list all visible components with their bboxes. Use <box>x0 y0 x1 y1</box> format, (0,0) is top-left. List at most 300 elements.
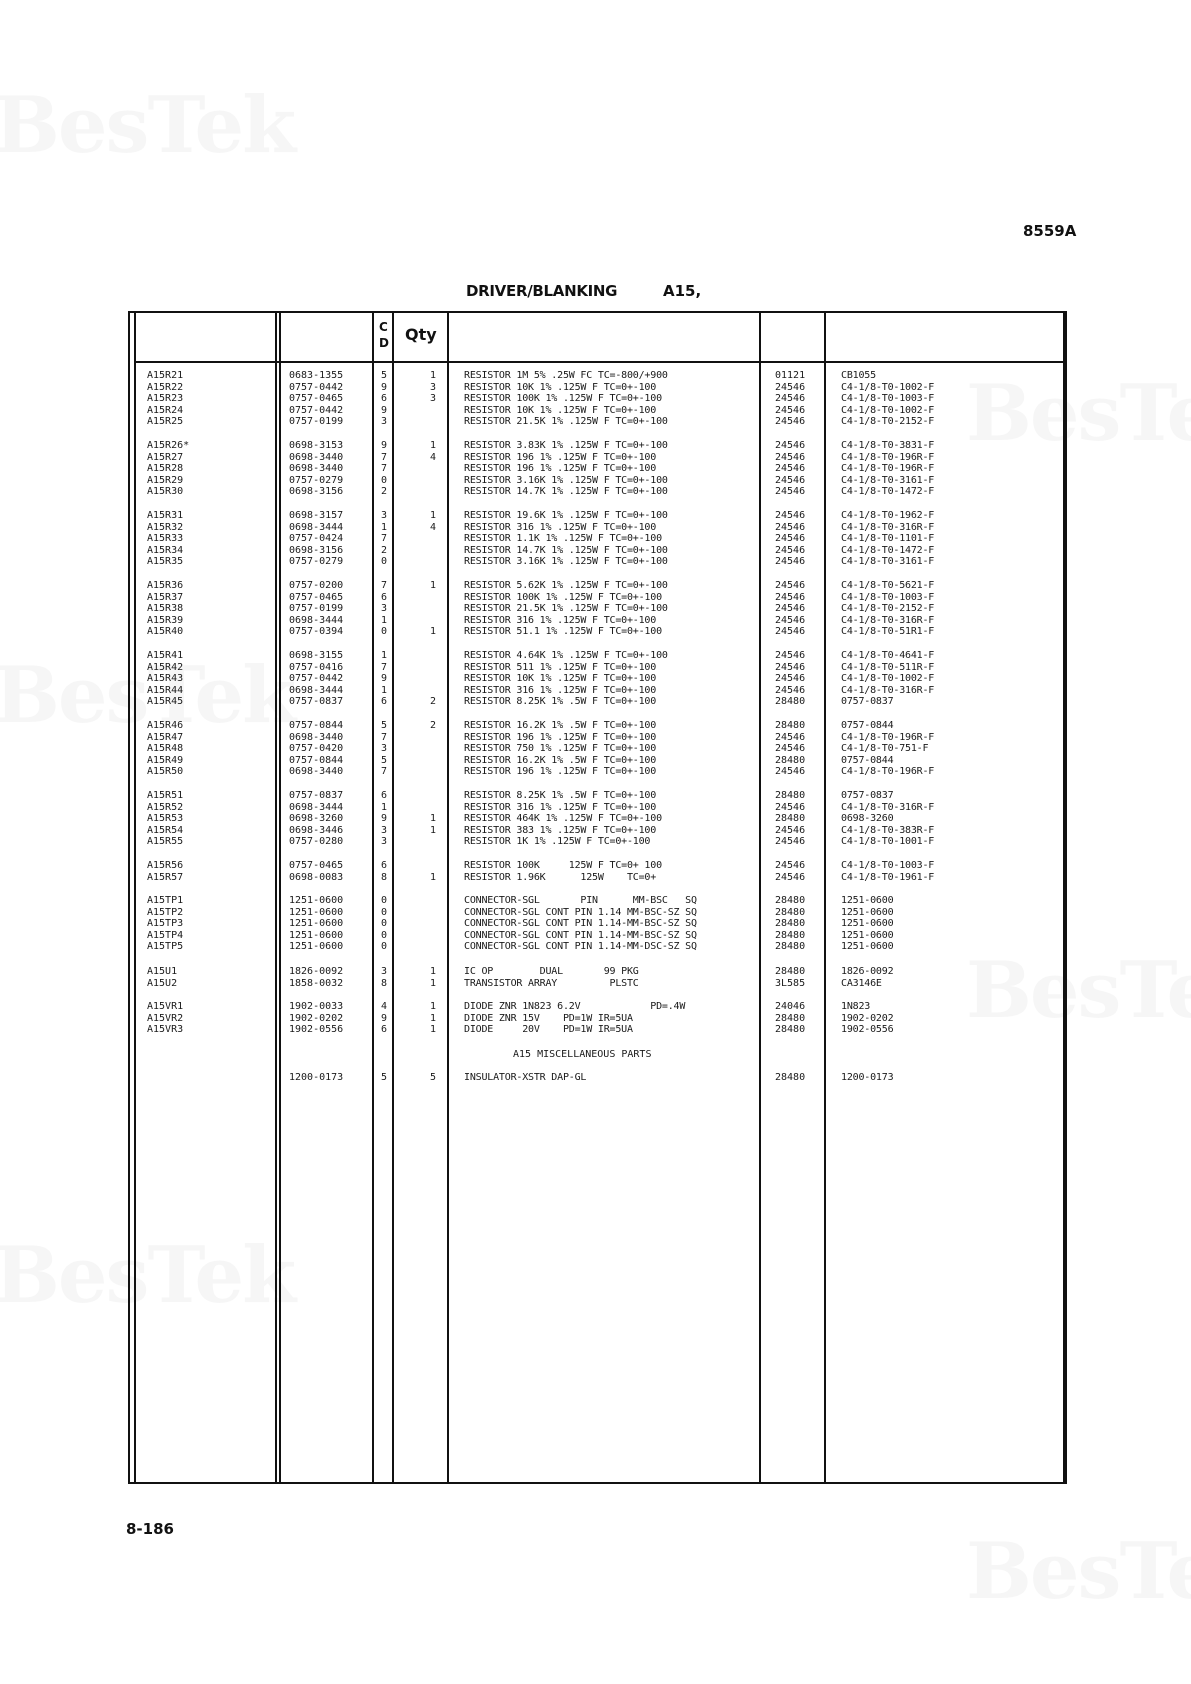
mfr-part-number-cell: 1251-0600 <box>841 918 894 930</box>
ref-cell: A15VR1 <box>147 1001 184 1012</box>
mfr-code-cell: 24546 <box>775 650 806 661</box>
ref-cell: A15VR2 <box>147 1012 184 1024</box>
description-cell: RESISTOR 16.2K 1% .5W F TC=0+-100 <box>464 754 657 766</box>
part-number-cell: 0698-3157 <box>289 510 344 521</box>
check-digit-cell: 3 <box>381 510 388 521</box>
check-digit-cell: 6 <box>381 1024 388 1036</box>
mfr-code-cell: 28480 <box>775 720 806 731</box>
part-number-cell: 0757-0280 <box>289 836 344 848</box>
description-cell: RESISTOR 21.5K 1% .125W F TC=0+-100 <box>464 603 668 615</box>
mfr-part-number-cell: C4-1/8-T0-383R-F <box>841 824 935 836</box>
check-digit-cell: 9 <box>381 673 388 685</box>
description-cell: RESISTOR 196 1% .125W F TC=0+-100 <box>464 766 657 778</box>
qty-header: Qty <box>405 325 437 344</box>
check-digit-cell: 9 <box>381 404 388 416</box>
mfr-part-number-cell: C4-1/8-T0-1002-F <box>841 381 935 393</box>
check-digit-cell: 9 <box>381 381 388 393</box>
mfr-code-cell: 28480 <box>775 966 806 977</box>
check-digit-cell: 0 <box>381 626 388 638</box>
mfr-part-number-cell: C4-1/8-T0-3161-F <box>841 556 935 568</box>
page-title: DRIVER/BLANKING <box>466 282 618 300</box>
part-number-cell: 0698-3440 <box>289 731 344 743</box>
description-cell: IC OP DUAL 99 PKG <box>464 966 639 977</box>
table-row <box>0 452 1191 464</box>
ref-cell: A15R44 <box>147 684 184 696</box>
ref-cell: A15R33 <box>147 533 184 545</box>
description-cell: RESISTOR 1M 5% .25W FC TC=-800/+900 <box>464 370 668 381</box>
qty-cell: 3 <box>430 393 437 405</box>
part-number-cell: 1251-0600 <box>289 918 344 930</box>
table-row <box>0 1001 1191 1013</box>
mfr-code-cell: 3L585 <box>775 977 806 989</box>
table-row <box>0 673 1191 685</box>
mfr-code-cell: 24546 <box>775 591 806 603</box>
mfr-part-number-cell: C4-1/8-T0-196R-F <box>841 766 935 778</box>
qty-cell: 1 <box>430 370 437 381</box>
part-number-cell: 0757-0465 <box>289 393 344 405</box>
check-digit-cell: 3 <box>381 824 388 836</box>
check-digit-cell: 7 <box>381 766 388 778</box>
table-row <box>0 836 1191 848</box>
mfr-part-number-cell: C4-1/8-T0-316R-F <box>841 801 935 813</box>
mfr-part-number-cell: 1N823 <box>841 1001 871 1012</box>
mfr-part-number-cell: 1200-0173 <box>841 1072 894 1083</box>
watermark <box>0 80 294 171</box>
part-number-cell: 0757-0837 <box>289 696 344 708</box>
check-digit-cell: 9 <box>381 1012 388 1024</box>
part-number-cell: 0757-0420 <box>289 743 344 755</box>
ref-cell: A15R48 <box>147 743 184 755</box>
ref-cell: A15TP1 <box>147 895 184 906</box>
check-digit-cell: 0 <box>381 474 388 486</box>
qty-cell: 1 <box>430 977 437 989</box>
mfr-code-cell: 24546 <box>775 486 806 498</box>
part-number-cell: 1251-0600 <box>289 941 344 953</box>
mfr-code-cell: 28480 <box>775 813 806 825</box>
check-digit-cell: 6 <box>381 790 388 801</box>
mfr-part-number-cell: C4-1/8-T0-1002-F <box>841 673 935 685</box>
mfr-part-number-cell: C4-1/8-T0-1961-F <box>841 871 935 883</box>
part-number-cell: 0757-0279 <box>289 556 344 568</box>
ref-cell: A15R22 <box>147 381 184 393</box>
mfr-part-number-cell: 1902-0202 <box>841 1012 894 1024</box>
check-digit-cell: 3 <box>381 836 388 848</box>
table-row <box>0 603 1191 615</box>
check-digit-cell: 7 <box>381 463 388 475</box>
table-row <box>0 416 1191 428</box>
description-cell: RESISTOR 14.7K 1% .125W F TC=0+-100 <box>464 544 668 556</box>
description-cell: CONNECTOR-SGL CONT PIN 1.14-MM-BSC-SZ SQ <box>464 918 697 930</box>
qty-cell: 1 <box>430 510 437 521</box>
part-number-cell: 0757-0199 <box>289 416 344 428</box>
check-digit-cell: 8 <box>381 977 388 989</box>
description-cell: INSULATOR-XSTR DAP-GL <box>464 1072 587 1083</box>
description-cell: TRANSISTOR ARRAY PLSTC <box>464 977 639 989</box>
table-row <box>0 918 1191 930</box>
ref-cell: A15R56 <box>147 860 184 871</box>
mfr-code-cell: 28480 <box>775 895 806 906</box>
mfr-code-cell: 24546 <box>775 743 806 755</box>
ref-cell: A15R38 <box>147 603 184 615</box>
description-cell: RESISTOR 196 1% .125W F TC=0+-100 <box>464 731 657 743</box>
check-digit-cell: 1 <box>381 801 388 813</box>
table-row <box>0 978 1191 990</box>
mfr-code-cell: 28480 <box>775 1024 806 1036</box>
mfr-part-number-cell: CA3146E <box>841 977 882 989</box>
part-number-cell: 0757-0442 <box>289 404 344 416</box>
ref-cell: A15TP2 <box>147 906 184 918</box>
check-digit-cell: 3 <box>381 966 388 977</box>
ref-cell: A15R35 <box>147 556 184 568</box>
ref-cell: A15R53 <box>147 813 184 825</box>
table-row <box>0 930 1191 942</box>
part-number-cell: 0698-3156 <box>289 486 344 498</box>
mfr-part-number-cell: C4-1/8-T0-1003-F <box>841 591 935 603</box>
mfr-part-number-cell: C4-1/8-T0-1003-F <box>841 393 935 405</box>
part-number-cell: 0757-0465 <box>289 860 344 871</box>
table-row <box>0 743 1191 755</box>
mfr-code-cell: 24546 <box>775 626 806 638</box>
check-digit-cell: 1 <box>381 684 388 696</box>
part-number-cell: 0757-0200 <box>289 580 344 591</box>
description-cell: RESISTOR 14.7K 1% .125W F TC=0+-100 <box>464 486 668 498</box>
watermark <box>966 1526 1191 1617</box>
ref-cell: A15R24 <box>147 404 184 416</box>
ref-cell: A15R42 <box>147 661 184 673</box>
ref-cell: A15R41 <box>147 650 184 661</box>
qty-cell: 2 <box>430 696 437 708</box>
ref-cell: A15R45 <box>147 696 184 708</box>
check-digit-cell: 3 <box>381 603 388 615</box>
check-digit-cell: 0 <box>381 918 388 930</box>
table-row <box>0 405 1191 417</box>
mfr-code-cell: 28480 <box>775 754 806 766</box>
check-digit-cell: 3 <box>381 743 388 755</box>
qty-cell: 1 <box>430 1024 437 1036</box>
mfr-part-number-cell: CB1055 <box>841 370 876 381</box>
description-cell: RESISTOR 3.83K 1% .125W F TC=0+-100 <box>464 440 668 451</box>
check-digit-cell: 8 <box>381 871 388 883</box>
check-digit-cell: 7 <box>381 533 388 545</box>
description-cell: RESISTOR 10K 1% .125W F TC=0+-100 <box>464 381 657 393</box>
part-number-cell: 0698-3260 <box>289 813 344 825</box>
check-digit-cell: 1 <box>381 521 388 533</box>
mfr-code-cell: 24546 <box>775 673 806 685</box>
qty-cell: 1 <box>430 813 437 825</box>
mfr-part-number-cell: C4-1/8-T0-1002-F <box>841 404 935 416</box>
table-row <box>0 790 1191 802</box>
model-number: 8559A <box>1023 222 1077 240</box>
part-number-cell: 0757-0442 <box>289 381 344 393</box>
mfr-part-number-cell: 1251-0600 <box>841 929 894 941</box>
description-cell: RESISTOR 16.2K 1% .5W F TC=0+-100 <box>464 720 657 731</box>
check-digit-cell: 9 <box>381 440 388 451</box>
description-cell: RESISTOR 5.62K 1% .125W F TC=0+-100 <box>464 580 668 591</box>
check-digit-cell: 5 <box>381 754 388 766</box>
mfr-code-cell: 28480 <box>775 918 806 930</box>
mfr-code-cell: 24546 <box>775 603 806 615</box>
description-cell: RESISTOR 316 1% .125W F TC=0+-100 <box>464 801 657 813</box>
description-cell: RESISTOR 100K 1% .125W F TC=0+-100 <box>464 393 662 405</box>
description-cell: RESISTOR 196 1% .125W F TC=0+-100 <box>464 463 657 475</box>
table-row <box>0 1013 1191 1025</box>
description-cell: RESISTOR 316 1% .125W F TC=0+-100 <box>464 521 657 533</box>
ref-cell: A15R32 <box>147 521 184 533</box>
check-digit-cell: 5 <box>381 720 388 731</box>
description-cell: RESISTOR 10K 1% .125W F TC=0+-100 <box>464 673 657 685</box>
ref-cell: A15TP4 <box>147 929 184 941</box>
mfr-code-cell: 24546 <box>775 440 806 451</box>
description-cell: RESISTOR 8.25K 1% .5W F TC=0+-100 <box>464 790 657 801</box>
table-row <box>0 872 1191 884</box>
mfr-code-cell: 24546 <box>775 404 806 416</box>
part-number-cell: 0698-3444 <box>289 614 344 626</box>
part-number-cell: 0698-0083 <box>289 871 344 883</box>
qty-cell: 1 <box>430 871 437 883</box>
cd-header-bottom: D <box>379 336 389 350</box>
mfr-code-cell: 24546 <box>775 731 806 743</box>
part-number-cell: 0757-0279 <box>289 474 344 486</box>
mfr-code-cell: 24546 <box>775 451 806 463</box>
description-cell: RESISTOR 750 1% .125W F TC=0+-100 <box>464 743 657 755</box>
mfr-code-cell: 24546 <box>775 871 806 883</box>
mfr-code-cell: 24546 <box>775 393 806 405</box>
mfr-code-cell: 24546 <box>775 580 806 591</box>
part-number-cell: 1902-0556 <box>289 1024 344 1036</box>
part-number-cell: 1902-0202 <box>289 1012 344 1024</box>
part-number-cell: 0757-0844 <box>289 754 344 766</box>
qty-cell: 1 <box>430 580 437 591</box>
mfr-part-number-cell: C4-1/8-T0-1472-F <box>841 486 935 498</box>
check-digit-cell: 1 <box>381 650 388 661</box>
mfr-part-number-cell: C4-1/8-T0-316R-F <box>841 614 935 626</box>
mfr-part-number-cell: 1251-0600 <box>841 941 894 953</box>
mfr-part-number-cell: C4-1/8-T0-316R-F <box>841 684 935 696</box>
mfr-part-number-cell: 0698-3260 <box>841 813 894 825</box>
check-digit-cell: 0 <box>381 941 388 953</box>
mfr-code-cell: 24546 <box>775 614 806 626</box>
check-digit-cell: 7 <box>381 451 388 463</box>
mfr-part-number-cell: C4-1/8-T0-51R1-F <box>841 626 935 638</box>
ref-cell: A15R36 <box>147 580 184 591</box>
table-row <box>0 370 1191 382</box>
mfr-code-cell: 24546 <box>775 556 806 568</box>
part-number-cell: 0757-0837 <box>289 790 344 801</box>
mfr-part-number-cell: C4-1/8-T0-2152-F <box>841 603 935 615</box>
qty-cell: 5 <box>430 1072 437 1083</box>
part-number-cell: 0698-3440 <box>289 463 344 475</box>
part-number-cell: 0757-0844 <box>289 720 344 731</box>
part-number-cell: 1858-0032 <box>289 977 344 989</box>
mfr-code-cell: 24046 <box>775 1001 806 1012</box>
qty-cell: 3 <box>430 381 437 393</box>
check-digit-cell: 5 <box>381 370 388 381</box>
table-row <box>0 1072 1191 1084</box>
check-digit-cell: 7 <box>381 580 388 591</box>
check-digit-cell: 4 <box>381 1001 388 1012</box>
ref-cell: A15R39 <box>147 614 184 626</box>
page-number: 8-186 <box>126 1520 174 1538</box>
check-digit-cell: 3 <box>381 416 388 428</box>
description-cell: RESISTOR 464K 1% .125W F TC=0+-100 <box>464 813 662 825</box>
mfr-part-number-cell: C4-1/8-T0-196R-F <box>841 731 935 743</box>
mfr-part-number-cell: C4-1/8-T0-3831-F <box>841 440 935 451</box>
table-row <box>0 720 1191 732</box>
part-number-cell: 1251-0600 <box>289 906 344 918</box>
part-number-cell: 0757-0199 <box>289 603 344 615</box>
description-cell: DIODE 20V PD=1W IR=5UA <box>464 1024 633 1036</box>
ref-cell: A15TP5 <box>147 941 184 953</box>
mfr-code-cell: 28480 <box>775 929 806 941</box>
ref-cell: A15R26* <box>147 440 190 451</box>
ref-cell: A15U2 <box>147 977 178 989</box>
table-row <box>0 1024 1191 1036</box>
mfr-code-cell: 24546 <box>775 521 806 533</box>
description-cell: CONNECTOR-SGL PIN MM-BSC SQ <box>464 895 697 906</box>
table-row <box>0 580 1191 592</box>
mfr-code-cell: 28480 <box>775 696 806 708</box>
table-row <box>0 522 1191 534</box>
description-cell: RESISTOR 4.64K 1% .125W F TC=0+-100 <box>464 650 668 661</box>
check-digit-cell: 6 <box>381 860 388 871</box>
check-digit-cell: 7 <box>381 661 388 673</box>
mfr-part-number-cell: C4-1/8-T0-1001-F <box>841 836 935 848</box>
ref-cell: A15R31 <box>147 510 184 521</box>
check-digit-cell: 1 <box>381 614 388 626</box>
table-row <box>0 650 1191 662</box>
mfr-code-cell: 24546 <box>775 381 806 393</box>
part-number-cell: 1200-0173 <box>289 1072 344 1083</box>
check-digit-cell: 9 <box>381 813 388 825</box>
ref-cell: A15R50 <box>147 766 184 778</box>
check-digit-cell: 6 <box>381 591 388 603</box>
check-digit-cell: 6 <box>381 393 388 405</box>
qty-cell: 1 <box>430 966 437 977</box>
mfr-code-cell: 24546 <box>775 824 806 836</box>
mfr-code-cell: 01121 <box>775 370 806 381</box>
description-cell: RESISTOR 21.5K 1% .125W F TC=0+-100 <box>464 416 668 428</box>
mfr-part-number-cell: C4-1/8-T0-1003-F <box>841 860 935 871</box>
mfr-code-cell: 24546 <box>775 474 806 486</box>
ref-cell: A15R43 <box>147 673 184 685</box>
table-row <box>0 475 1191 487</box>
mfr-code-cell: 24546 <box>775 661 806 673</box>
check-digit-cell: 2 <box>381 486 388 498</box>
mfr-code-cell: 28480 <box>775 1072 806 1083</box>
ref-cell: A15R28 <box>147 463 184 475</box>
check-digit-cell: 0 <box>381 906 388 918</box>
check-digit-cell: 0 <box>381 556 388 568</box>
table-row <box>0 382 1191 394</box>
mfr-part-number-cell: C4-1/8-T0-196R-F <box>841 451 935 463</box>
mfr-part-number-cell: C4-1/8-T0-1472-F <box>841 544 935 556</box>
mfr-part-number-cell: C4-1/8-T0-751-F <box>841 743 929 755</box>
table-row <box>0 393 1191 405</box>
ref-cell: A15R49 <box>147 754 184 766</box>
mfr-code-cell: 24546 <box>775 510 806 521</box>
description-cell: RESISTOR 10K 1% .125W F TC=0+-100 <box>464 404 657 416</box>
mfr-part-number-cell: 0757-0844 <box>841 754 894 766</box>
qty-cell: 1 <box>430 626 437 638</box>
description-cell: RESISTOR 3.16K 1% .125W F TC=0+-100 <box>464 556 668 568</box>
ref-cell: A15R29 <box>147 474 184 486</box>
description-cell: RESISTOR 19.6K 1% .125W F TC=0+-100 <box>464 510 668 521</box>
mfr-part-number-cell: 0757-0844 <box>841 720 894 731</box>
misc-parts-heading: A15 MISCELLANEOUS PARTS <box>513 1049 652 1060</box>
description-cell: RESISTOR 1K 1% .125W F TC=0+-100 <box>464 836 651 848</box>
mfr-part-number-cell: C4-1/8-T0-316R-F <box>841 521 935 533</box>
ref-cell: A15R25 <box>147 416 184 428</box>
header-rule <box>135 361 1064 363</box>
mfr-part-number-cell: 1902-0556 <box>841 1024 894 1036</box>
qty-cell: 1 <box>430 1001 437 1012</box>
description-cell: RESISTOR 511 1% .125W F TC=0+-100 <box>464 661 657 673</box>
qty-cell: 1 <box>430 440 437 451</box>
table-row <box>0 941 1191 953</box>
assembly-designator: A15, <box>663 282 702 300</box>
part-number-cell: 0698-3446 <box>289 824 344 836</box>
ref-cell: A15TP3 <box>147 918 184 930</box>
part-number-cell: 0698-3153 <box>289 440 344 451</box>
part-number-cell: 0757-0416 <box>289 661 344 673</box>
mfr-part-number-cell: C4-1/8-T0-3161-F <box>841 474 935 486</box>
part-number-cell: 0698-3440 <box>289 451 344 463</box>
qty-cell: 4 <box>430 451 437 463</box>
table-row <box>0 966 1191 978</box>
table-row <box>0 755 1191 767</box>
table-row <box>0 685 1191 697</box>
description-cell: RESISTOR 51.1 1% .125W F TC=0+-100 <box>464 626 662 638</box>
ref-cell: A15R40 <box>147 626 184 638</box>
mfr-code-cell: 28480 <box>775 906 806 918</box>
ref-cell: A15R37 <box>147 591 184 603</box>
qty-cell: 2 <box>430 720 437 731</box>
mfr-code-cell: 24546 <box>775 801 806 813</box>
description-cell: RESISTOR 383 1% .125W F TC=0+-100 <box>464 824 657 836</box>
description-cell: RESISTOR 196 1% .125W F TC=0+-100 <box>464 451 657 463</box>
description-cell: RESISTOR 3.16K 1% .125W F TC=0+-100 <box>464 474 668 486</box>
description-cell: DIODE ZNR 15V PD=1W IR=5UA <box>464 1012 633 1024</box>
part-number-cell: 1826-0092 <box>289 966 344 977</box>
part-number-cell: 0757-0424 <box>289 533 344 545</box>
ref-cell: A15R47 <box>147 731 184 743</box>
table-row <box>0 802 1191 814</box>
table-row <box>0 825 1191 837</box>
check-digit-cell: 6 <box>381 696 388 708</box>
description-cell: RESISTOR 316 1% .125W F TC=0+-100 <box>464 684 657 696</box>
table-row <box>0 486 1191 498</box>
table-row <box>0 533 1191 545</box>
description-cell: RESISTOR 1.1K 1% .125W F TC=0+-100 <box>464 533 662 545</box>
mfr-part-number-cell: 0757-0837 <box>841 696 894 708</box>
part-number-cell: 0683-1355 <box>289 370 344 381</box>
mfr-code-cell: 28480 <box>775 790 806 801</box>
ref-cell: A15R52 <box>147 801 184 813</box>
table-row <box>0 510 1191 522</box>
ref-cell: A15R46 <box>147 720 184 731</box>
check-digit-cell: 0 <box>381 895 388 906</box>
ref-cell: A15U1 <box>147 966 178 977</box>
mfr-code-cell: 24546 <box>775 860 806 871</box>
ref-cell: A15R23 <box>147 393 184 405</box>
ref-cell: A15R55 <box>147 836 184 848</box>
check-digit-cell: 2 <box>381 544 388 556</box>
table-row <box>0 626 1191 638</box>
description-cell: CONNECTOR-SGL CONT PIN 1.14 MM-BSC-SZ SQ <box>464 906 697 918</box>
ref-cell: A15R27 <box>147 451 184 463</box>
ref-cell: A15R21 <box>147 370 184 381</box>
part-number-cell: 0757-0394 <box>289 626 344 638</box>
